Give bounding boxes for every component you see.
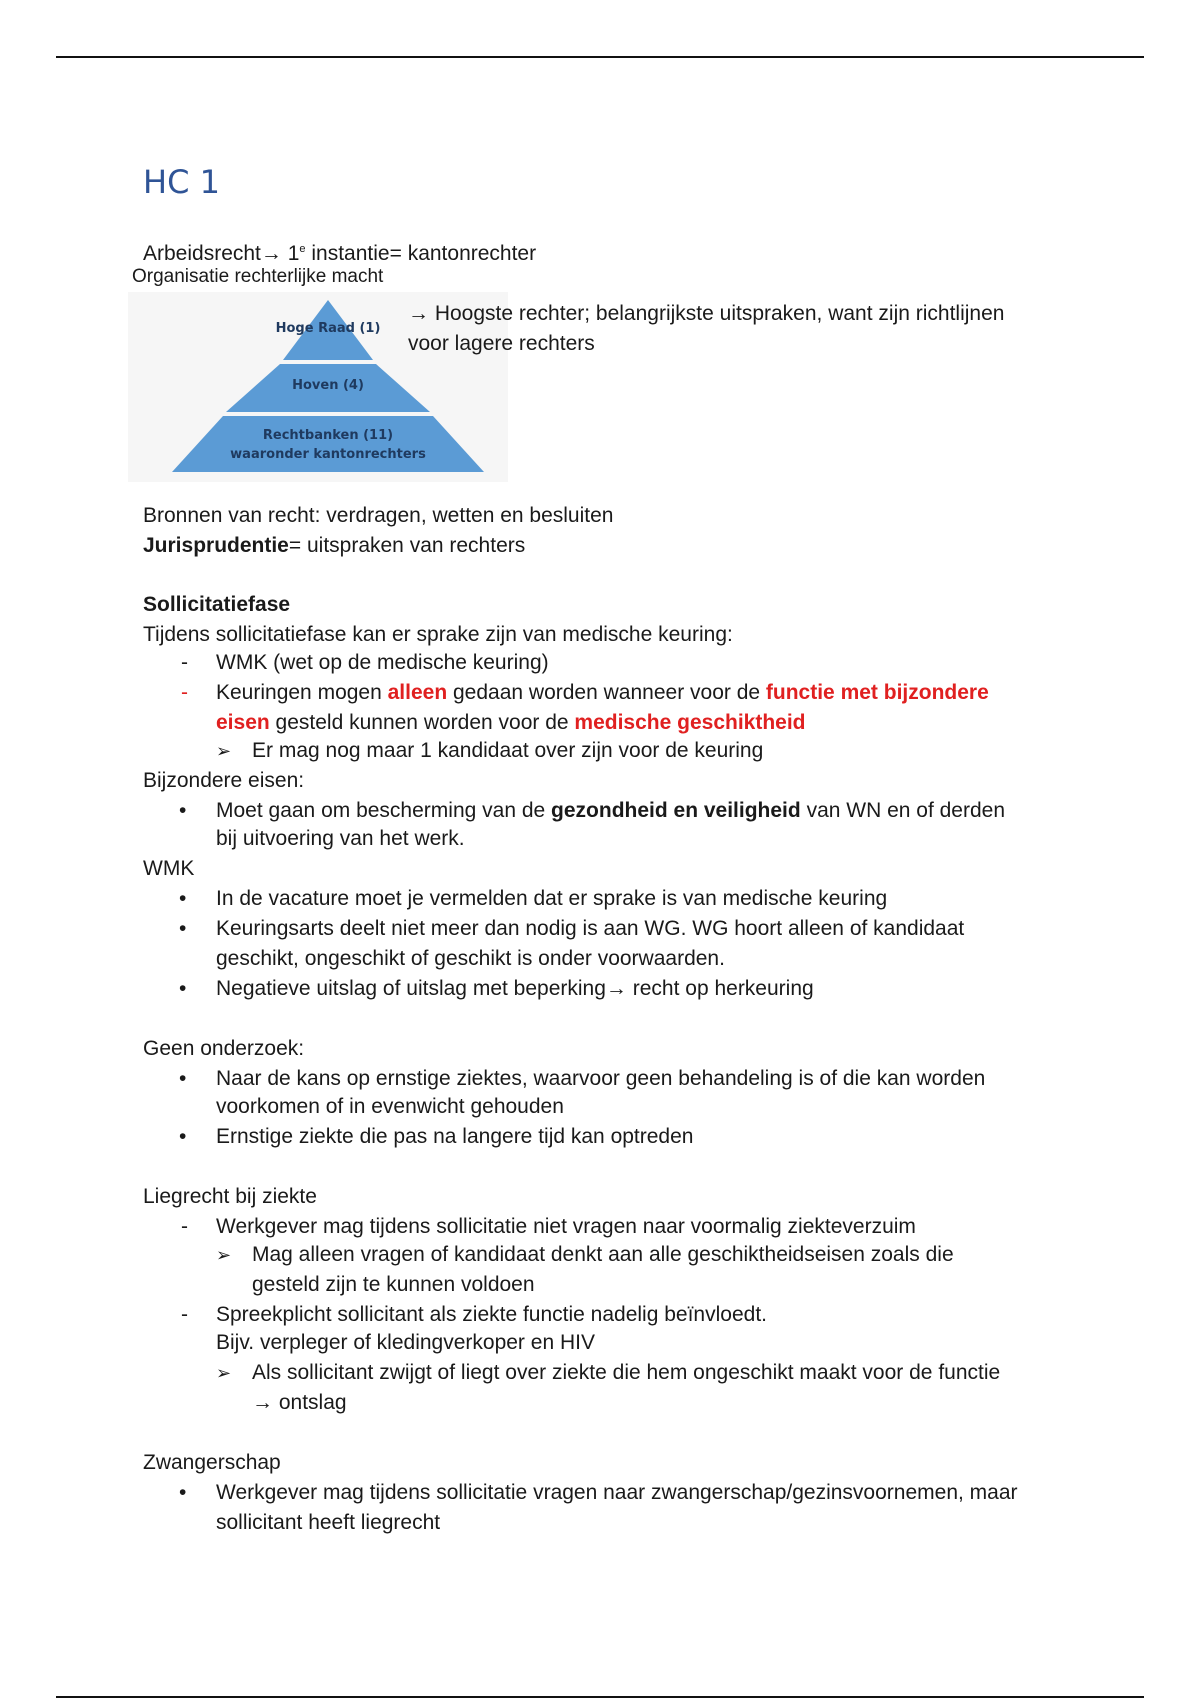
wmk-item-2-line-2: geschikt, ongeschikt of geschikt is onder voorwaarden. (216, 947, 725, 970)
keuring-text: Keuringen mogen (216, 681, 388, 704)
dash-bullet: - (181, 651, 188, 674)
geen-item-2: Ernstige ziekte die pas na langere tijd kan optreden (216, 1125, 694, 1148)
section-heading-sollicitatiefase: Sollicitatiefase (143, 593, 291, 616)
section-heading-liegrecht: Liegrecht bij ziekte (143, 1185, 317, 1208)
org-title: Organisatie rechterlijke macht (132, 266, 384, 287)
wmk-item-3 (216, 975, 814, 1003)
org-note-line-2: voor lagere rechters (408, 332, 595, 355)
liegrecht-sub-2-line-1: Als sollicitant zwijgt of liegt over ziekte die hem ongeschikt maakt voor de functie (252, 1361, 1001, 1384)
arrow-icon: → (605, 977, 627, 1000)
top-rule (56, 56, 1144, 58)
keuring-emphasis: alleen (387, 681, 448, 704)
sollicitatie-intro: Tijdens sollicitatiefase kan er sprake zijn van medische keuring: (143, 623, 733, 646)
liegrecht-item-2: Spreekplicht sollicitant als ziekte functie nadelig beïnvloedt. (216, 1303, 767, 1326)
arrow-icon: → (260, 242, 282, 265)
arrow-icon: → (252, 1391, 273, 1414)
wmk-item-3-text: Negatieve uitslag of uitslag met beperking (216, 977, 606, 1000)
intro-prefix: Arbeidsrecht (143, 242, 261, 265)
zwanger-item-line-1: Werkgever mag tijdens sollicitatie vragen naar zwangerschap/gezinsvoornemen, maar (216, 1481, 1018, 1504)
jurisprudentie-line (143, 532, 525, 560)
keuring-text: gesteld kunnen worden voor de (269, 711, 575, 734)
dash-bullet: - (181, 1215, 188, 1238)
bijzondere-item-line-2: bij uitvoering van het werk. (216, 827, 465, 850)
section-heading-zwangerschap: Zwangerschap (143, 1451, 281, 1474)
org-note-text-1: Hoogste rechter; belangrijkste uitspraken, want zijn richtlijnen (429, 302, 1005, 325)
wmk-item-3-result: recht op herkeuring (626, 977, 814, 1000)
bullet-dot-icon: • (179, 977, 187, 1000)
bullet-dot-icon: • (179, 887, 187, 910)
wmk-item-2-line-1: Keuringsarts deelt niet meer dan nodig is aan WG. WG hoort alleen of kandidaat (216, 917, 965, 940)
liegrecht-item-2-line-2: Bijv. verpleger of kledingverkoper en HIV (216, 1331, 595, 1354)
arrow-bullet-icon: ➢ (216, 1363, 232, 1383)
intro-number: 1 (287, 242, 300, 265)
keuring-emphasis: medische geschiktheid (574, 711, 806, 734)
zwanger-item-line-2: sollicitant heeft liegrecht (216, 1511, 441, 1534)
bullet-dot-icon: • (179, 1125, 187, 1148)
bijzondere-emphasis: gezondheid en veiligheid (551, 799, 801, 822)
pyramid-label-middle: Hoven (4) (292, 378, 364, 393)
keuring-emphasis: eisen (216, 711, 270, 734)
wmk-item-1: In de vacature moet je vermelden dat er sprake is van medische keuring (216, 887, 888, 910)
list-item-kandidaat: Er mag nog maar 1 kandidaat over zijn voor de keuring (252, 739, 764, 762)
list-item-wmk: WMK (wet op de medische keuring) (216, 651, 549, 674)
intro-rest: instantie= kantonrechter (305, 242, 537, 265)
intro-superscript: e (299, 243, 306, 255)
page-title: HC 1 (143, 163, 220, 201)
intro-line (143, 235, 536, 268)
list-item-keuringen-line-2 (216, 709, 806, 737)
arrow-bullet-icon: ➢ (216, 741, 232, 761)
pyramid-label-bottom-2: waaronder kantonrechters (230, 447, 426, 462)
jurisprudentie-term: Jurisprudentie (143, 534, 289, 557)
pyramid-label-bottom-1: Rechtbanken (11) (262, 428, 394, 443)
jurisprudentie-definition: = uitspraken van rechters (288, 534, 526, 557)
section-heading-geen-onderzoek: Geen onderzoek: (143, 1037, 305, 1060)
liegrecht-sub-1-line-1: Mag alleen vragen of kandidaat denkt aan alle geschiktheidseisen zoals die (252, 1243, 954, 1266)
liegrecht-sub-2-line-2 (252, 1389, 347, 1417)
section-heading-bijzondere-eisen: Bijzondere eisen: (143, 769, 305, 792)
list-item-keuringen-line-1 (216, 679, 989, 707)
bullet-dot-icon: • (179, 799, 187, 822)
bullet-dot-icon: • (179, 917, 187, 940)
bullet-dot-icon: • (179, 1481, 187, 1504)
section-heading-wmk: WMK (143, 857, 195, 880)
bullet-dot-icon: • (179, 1067, 187, 1090)
geen-item-1-line-1: Naar de kans op ernstige ziektes, waarvoor geen behandeling is of die kan worden (216, 1067, 986, 1090)
dash-bullet: - (181, 1303, 188, 1326)
dash-bullet: - (181, 681, 188, 704)
arrow-icon: → (408, 302, 429, 325)
keuring-text: gedaan worden wanneer voor de (447, 681, 766, 704)
arrow-bullet-icon: ➢ (216, 1245, 232, 1265)
liegrecht-sub-1-line-2: gesteld zijn te kunnen voldoen (252, 1273, 535, 1296)
pyramid-label-top: Hoge Raad (1) (275, 321, 381, 336)
keuring-emphasis: functie met bijzondere (765, 681, 989, 704)
bijzondere-text: van WN en of derden (800, 799, 1006, 822)
bijzondere-item-line-1 (216, 797, 1005, 825)
org-note-line-1 (408, 300, 1004, 328)
pyramid-bottom-tier (172, 416, 484, 472)
bronnen-line: Bronnen van recht: verdragen, wetten en besluiten (143, 504, 614, 527)
liegrecht-ontslag: ontslag (273, 1391, 347, 1414)
geen-item-1-line-2: voorkomen of in evenwicht gehouden (216, 1095, 564, 1118)
bijzondere-text: Moet gaan om bescherming van de (216, 799, 552, 822)
liegrecht-item-1: Werkgever mag tijdens sollicitatie niet vragen naar voormalig ziekteverzuim (216, 1215, 916, 1238)
bottom-rule (56, 1696, 1144, 1698)
